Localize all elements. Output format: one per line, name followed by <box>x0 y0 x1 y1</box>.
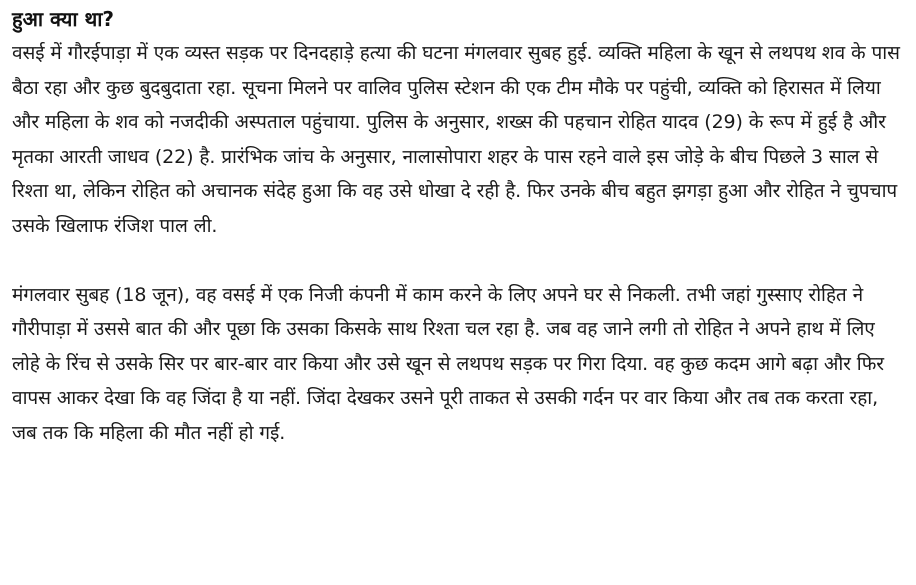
section-heading: हुआ क्या था? <box>12 7 115 31</box>
paragraph-2: मंगलवार सुबह (18 जून), वह वसई में एक निजी कंपनी में काम करने के लिए अपने घर से निकली. तभी जहां गुस्साए रोहित ने गौरीपाड़ा में उससे बात की और पूछा कि उसका किसके साथ रिश्ता चल रहा है. जब वह जाने लगी तो रोहित ने अपने हाथ में लिए लोहे के रिंच से उसके सिर पर बार-बार वार किया और उसे खून से लथपथ सड़क पर गिरा दिया. वह कुछ कदम आगे बढ़ा और फिर वापस आकर देखा कि वह जिंदा है या नहीं. जिंदा देखकर उसने पूरी ताकत से उसकी गर्दन पर वार किया और तब तक करता रहा, जब तक कि महिला की मौत नहीं हो गई. <box>12 283 884 444</box>
paragraph-1: वसई में गौरईपाड़ा में एक व्यस्त सड़क पर दिनदहाड़े हत्या की घटना मंगलवार सुबह हुई. व्यक्ति महिला के खून से लथपथ शव के पास बैठा रहा और कुछ बुदबुदाता रहा. सूचना मिलने पर वालिव पुलिस स्टेशन की एक टीम मौके पर पहुंची, व्यक्ति को हिरासत में लिया और महिला के शव को नजदीकी अस्पताल पहुंचाया. पुलिस के अनुसार, शख्स की पहचान रोहित यादव (29) के रूप में हुई है और मृतका आरती जाधव (22) है. प्रारंभिक जांच के अनुसार, नालासोपारा शहर के पास रहने वाले इस जोड़े के बीच पिछले 3 साल से रिश्ता था, लेकिन रोहित को अचानक संदेह हुआ कि वह उसे धोखा दे रही है. फिर उनके बीच बहुत झगड़ा हुआ और रोहित ने चुपचाप उसके खिलाफ रंजिश पाल ली. <box>12 42 900 237</box>
